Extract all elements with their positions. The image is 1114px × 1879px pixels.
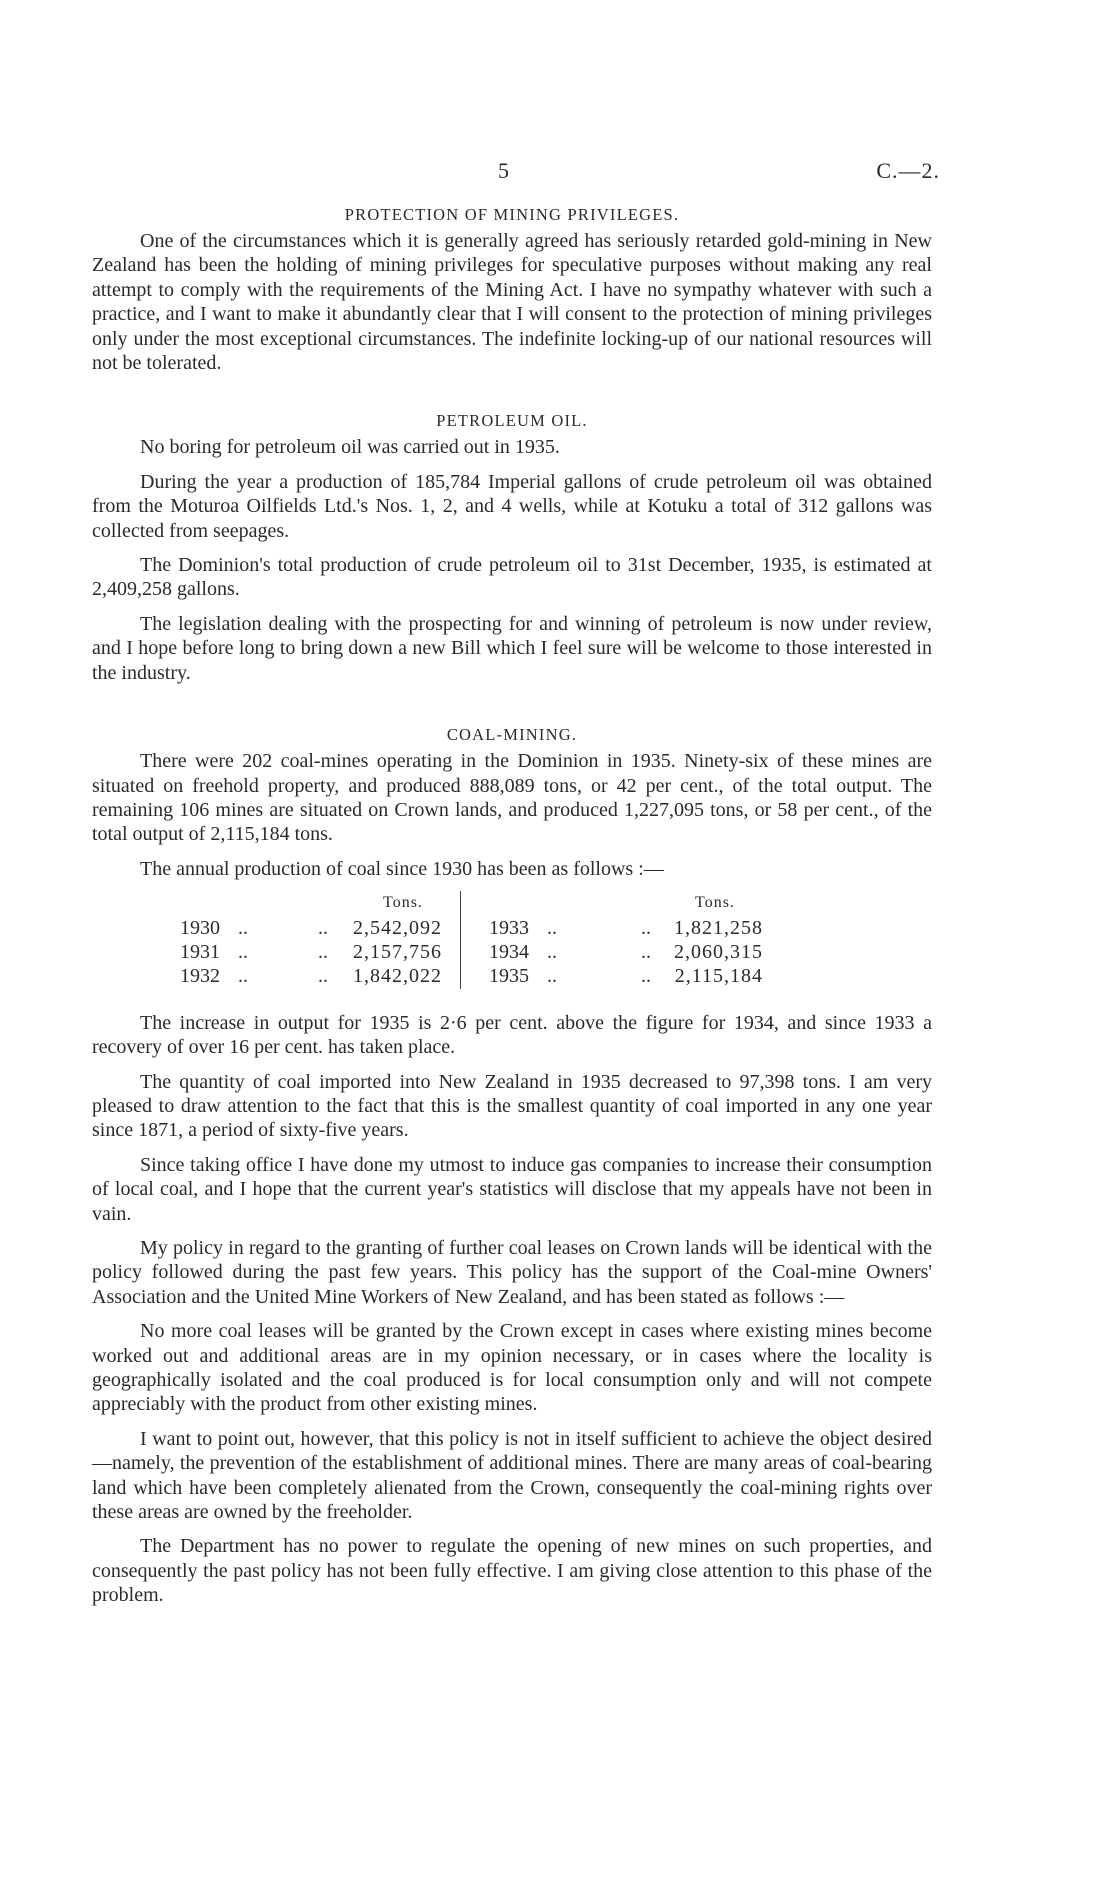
- unit-label-right: Tons.: [695, 894, 735, 912]
- tonnage-cell: 1,842,022: [353, 965, 442, 988]
- paragraph: There were 202 coal-mines operating in the Dominion in 1935. Ninety-six of these mines are situated on freehold property, and produced 888,089 tons, or 42 per cent., of the total output. The remaining 106 mines are situated on Crown lands, and produced 1,227,095 tons, or 58 per cent., of the total output of 2,115,184 tons.: [92, 750, 932, 846]
- tonnage-cell: 1,821,258: [674, 916, 763, 939]
- section-title-coal-mining: COAL-MINING.: [446, 725, 578, 745]
- table-row: [180, 964, 763, 988]
- column-divider: [461, 940, 490, 964]
- leader-dots: ..: [238, 940, 248, 963]
- year-cell: 1932: [180, 965, 220, 988]
- leader-dots: ..: [547, 965, 557, 988]
- paragraph: One of the circumstances which it is generally agreed has seriously retarded gold-mining in New Zealand has been the holding of mining privileges for speculative purposes without making any real attempt to comply with the requirements of the Mining Act. I have no sympathy whatever with such a practice, and I want to make it abundantly clear that I will consent to the protection of mining privileges only under the most exceptional circumstances. The indefinite locking-up of our national resources will not be tolerated.: [92, 230, 932, 375]
- year-cell: 1931: [180, 940, 220, 963]
- column-divider: [461, 916, 490, 940]
- paragraph: The Dominion's total production of crude petroleum oil to 31st December, 1935, is estimated at 2,409,258 gallons.: [92, 554, 932, 601]
- leader-dots: ..: [318, 965, 328, 988]
- leader-dots: ..: [318, 940, 328, 963]
- tonnage-cell: 2,060,315: [674, 940, 763, 963]
- year-cell: 1933: [489, 916, 529, 939]
- page-number: 5: [498, 158, 509, 183]
- table-row: [180, 940, 763, 964]
- year-cell: 1935: [489, 965, 529, 988]
- leader-dots: ..: [238, 916, 248, 939]
- leader-dots: ..: [641, 916, 651, 939]
- paragraph: My policy in regard to the granting of further coal leases on Crown lands will be identical with the policy followed during the past few years. This policy has the support of the Coal-mine Owners' Association and the United Mine Workers of New Zealand, and has been stated as follows :—: [92, 1237, 932, 1308]
- table-row: [180, 916, 763, 940]
- year-cell: 1930: [180, 916, 220, 939]
- paragraph: The quantity of coal imported into New Zealand in 1935 decreased to 97,398 tons. I am very pleased to draw attention to the fact that this is the smallest quantity of coal imported in any one year since 1871, a period of sixty-five years.: [92, 1070, 932, 1142]
- paragraph: No more coal leases will be granted by the Crown except in cases where existing mines become worked out and additional areas are in my opinion necessary, or in cases where the locality is geographically isolated and the coal produced is for local consumption only and will not compete appreciably with the product from other existing mines.: [92, 1320, 932, 1416]
- page-header: [0, 158, 1114, 188]
- paragraph: The annual production of coal since 1930 has been as follows :—: [140, 857, 664, 880]
- table-header-row: [180, 891, 763, 915]
- document-body: [92, 205, 932, 1618]
- paragraph: The Department has no power to regulate the opening of new mines on such properties, and consequently the past policy has not been fully effective. I am giving close attention to this phase of the problem.: [92, 1535, 932, 1607]
- leader-dots: ..: [641, 965, 651, 988]
- paragraph: No boring for petroleum oil was carried out in 1935.: [140, 436, 560, 459]
- section-title-petroleum-oil: PETROLEUM OIL.: [436, 411, 588, 431]
- coal-production-table: [180, 891, 763, 989]
- leader-dots: ..: [641, 940, 651, 963]
- leader-dots: ..: [238, 965, 248, 988]
- paragraph: Since taking office I have done my utmost to induce gas companies to increase their consumption of local coal, and I hope that the current year's statistics will disclose that my appeals have not been in vain.: [92, 1153, 932, 1225]
- paragraph: During the year a production of 185,784 Imperial gallons of crude petroleum oil was obtained from the Moturoa Oilfields Ltd.'s Nos. 1, 2, and 4 wells, while at Kotuku a total of 312 gallons was collected from seepages.: [92, 470, 932, 542]
- paragraph: I want to point out, however, that this policy is not in itself sufficient to achieve the object desired—namely, the prevention of the establishment of additional mines. There are many areas of coal-bearing land which have been completely alienated from the Crown, consequently the coal-mining rights over these areas are owned by the freeholder.: [92, 1427, 932, 1524]
- document-reference: C.—2.: [876, 158, 940, 183]
- paragraph: The increase in output for 1935 is 2·6 per cent. above the figure for 1934, and since 1933 a recovery of over 16 per cent. has taken place.: [92, 1011, 932, 1059]
- tonnage-cell: 2,115,184: [674, 965, 763, 988]
- leader-dots: ..: [318, 916, 328, 939]
- tonnage-cell: 2,157,756: [353, 940, 442, 963]
- leader-dots: ..: [547, 940, 557, 963]
- paragraph: The legislation dealing with the prospecting for and winning of petroleum is now under review, and I hope before long to bring down a new Bill which I feel sure will be welcome to those interested in the industry.: [92, 612, 932, 684]
- leader-dots: ..: [547, 916, 557, 939]
- unit-label-left: Tons.: [383, 894, 423, 912]
- year-cell: 1934: [489, 940, 529, 963]
- column-divider: [461, 964, 490, 988]
- tonnage-cell: 2,542,092: [353, 916, 442, 939]
- section-title-mining-privileges: PROTECTION OF MINING PRIVILEGES.: [344, 205, 680, 224]
